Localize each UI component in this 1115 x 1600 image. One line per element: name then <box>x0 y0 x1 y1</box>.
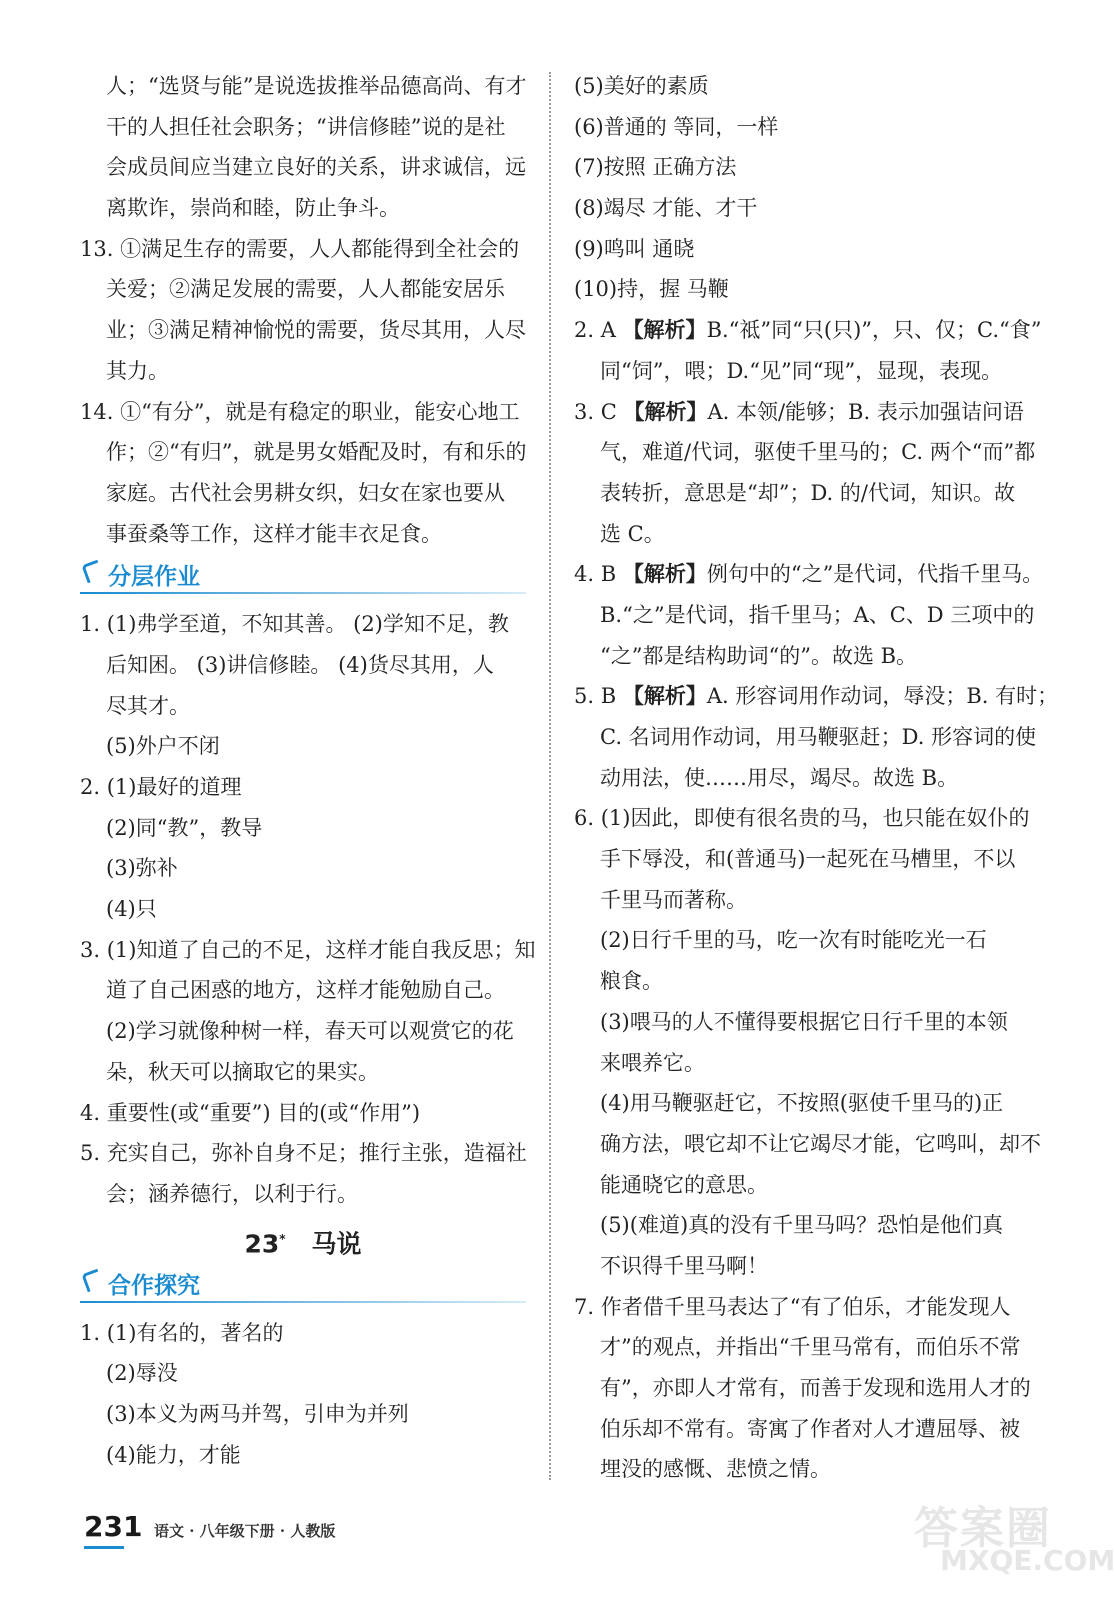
line-text: 表转折，意思是“却”；D. 的/代词，知识。故 <box>600 480 1015 505</box>
text-line <box>574 880 1020 921</box>
section-title: 分层作业 <box>108 564 200 591</box>
text-line <box>80 229 526 270</box>
text-line <box>574 1124 1041 1165</box>
answer-lead: 2. A <box>574 318 623 343</box>
text-line <box>574 351 1020 392</box>
analysis-tag: 【解析】 <box>623 398 708 424</box>
text-line <box>80 269 526 310</box>
line-text: 动用法，使……用尽，竭尽。故选 B。 <box>600 765 959 790</box>
line-text: 关爱；②满足发展的需要，人人都能安居乐 <box>106 277 505 302</box>
text-line <box>80 767 526 808</box>
text-line <box>80 1093 526 1134</box>
line-text: (4)用马鞭驱赶它，不按照(驱使千里马的)正 <box>600 1091 1004 1116</box>
line-text: 1. (1)有名的，著名的 <box>80 1320 284 1345</box>
text-line <box>80 66 526 107</box>
text-line <box>80 726 526 767</box>
watermark-bottom-text: MXQE.COM <box>940 1544 1115 1577</box>
line-text: 作；②“有归”，就是男女婚配及时，有和乐的 <box>106 440 527 465</box>
line-text: 确方法，喂它却不让它竭尽才能，它鸣叫，却不 <box>600 1131 1041 1156</box>
section-header <box>80 1263 526 1313</box>
text-line <box>574 717 1037 758</box>
line-text: (6)普通的 等同，一样 <box>574 114 779 139</box>
text-line <box>80 392 526 433</box>
analysis-tag: 【解析】 <box>622 317 707 343</box>
text-line <box>574 920 1020 961</box>
line-text: 同“饲”，喂；D.“见”同“现”，显现，表现。 <box>600 358 1003 383</box>
text-line <box>574 1002 1020 1043</box>
line-text: 6. (1)因此，即使有很名贵的马，也只能在奴仆的 <box>574 806 1030 831</box>
left-column <box>80 66 536 1475</box>
line-text: 会成员间应当建立良好的关系，讲求诚信，远 <box>106 155 526 180</box>
text-line <box>574 473 1020 514</box>
line-text: B.“祗”同“只(只)”，只、仅；C.“食” <box>706 318 1042 343</box>
text-line <box>80 310 526 351</box>
line-text: “之”都是结构助词“的”。故选 B。 <box>600 643 918 668</box>
watermark-top-text: 答案圈 <box>914 1503 1052 1554</box>
text-line <box>80 1174 526 1215</box>
answer-lead: 4. B <box>574 562 623 587</box>
text-line <box>574 554 1044 595</box>
line-text: (9)鸣叫 通晓 <box>574 236 695 261</box>
line-text: 才”的观点，并指出“千里马常有，而伯乐不常 <box>600 1335 1021 1360</box>
text-line <box>574 839 1020 880</box>
text-line <box>80 1313 526 1354</box>
line-text: A. 本领/能够；B. 表示加强诘问语 <box>707 399 1024 424</box>
line-text: 5. 充实自己，弥补自身不足；推行主张，造福社 <box>80 1141 527 1166</box>
line-text: 朵，秋天可以摘取它的果实。 <box>106 1059 379 1084</box>
section-marker-icon <box>81 1268 103 1292</box>
line-text: (5)(难道)真的没有千里马吗？恐怕是他们真 <box>600 1213 1004 1238</box>
line-text: 例句中的“之”是代词，代指千里马。 <box>706 562 1044 587</box>
section-header <box>80 554 526 604</box>
line-text: B.“之”是代词，指千里马；A、C、D 三项中的 <box>600 602 1035 627</box>
line-text: (2)同“教”，教导 <box>106 815 263 840</box>
line-text: 手下辱没，和(普通马)一起死在马槽里，不以 <box>600 847 1016 872</box>
text-line <box>574 676 1059 717</box>
line-text: 尽其才。 <box>106 693 190 718</box>
page-number: 231 <box>84 1510 143 1543</box>
text-line <box>80 1353 526 1394</box>
line-text: 不识得千里马啊！ <box>600 1253 768 1278</box>
text-line <box>80 1011 526 1052</box>
text-line <box>574 1409 1020 1450</box>
text-line <box>574 1165 1020 1206</box>
line-text: 业；③满足精神愉悦的需要，货尽其用，人尽 <box>106 318 526 343</box>
line-text: C. 名词用作动词，用马鞭驱赶；D. 形容词的使 <box>600 725 1037 749</box>
text-line <box>80 604 526 645</box>
line-text: (4)只 <box>106 897 157 922</box>
text-line <box>574 188 1020 229</box>
text-line <box>80 970 526 1011</box>
text-line <box>574 310 1042 351</box>
analysis-tag: 【解析】 <box>622 683 707 709</box>
text-line <box>574 432 1036 473</box>
line-text: 选 C。 <box>600 521 665 546</box>
answer-lead: 3. C <box>574 399 624 424</box>
text-line <box>80 889 526 930</box>
line-text: 14. ①“有分”，就是有稳定的职业，能安心地工 <box>80 399 520 424</box>
line-text: (2)学习就像种树一样，春天可以观赏它的花 <box>106 1019 514 1044</box>
line-text: (2)辱没 <box>106 1361 178 1386</box>
text-line <box>574 1327 1020 1368</box>
text-line <box>80 473 526 514</box>
line-text: (5)美好的素质 <box>574 74 709 98</box>
text-line <box>574 636 1020 677</box>
text-line <box>80 848 526 889</box>
lesson-number: 23 <box>244 1228 280 1258</box>
line-text: 2. (1)最好的道理 <box>80 775 242 799</box>
lesson-heading <box>80 1215 526 1263</box>
line-text: 能通晓它的意思。 <box>600 1172 768 1197</box>
text-line <box>574 1287 1020 1328</box>
text-line <box>574 758 1020 799</box>
text-line <box>574 1246 1020 1287</box>
lesson-star-mark: * <box>279 1231 286 1246</box>
text-line <box>80 147 526 188</box>
lesson-title: 马说 <box>311 1228 362 1258</box>
page-number-underline <box>84 1546 124 1549</box>
line-text: 气，难道/代词，驱使千里马的；C. 两个“而”都 <box>600 440 1036 465</box>
line-text: 离欺诈，崇尚和睦，防止争斗。 <box>106 196 400 221</box>
line-text: 千里马而著称。 <box>600 887 747 912</box>
text-line <box>574 1368 1031 1409</box>
text-line <box>80 930 536 971</box>
line-text: 干的人担任社会职务；“讲信修睦”说的是社 <box>106 114 506 139</box>
line-text: 1. (1)弗学至道，不知其善。 (2)学知不足，教 <box>80 612 509 637</box>
line-text: 13. ①满足生存的需要，人人都能得到全社会的 <box>80 236 520 261</box>
text-line <box>80 1394 526 1435</box>
text-line <box>80 514 526 555</box>
text-line <box>80 188 526 229</box>
text-line <box>574 595 1035 636</box>
text-line <box>80 432 526 473</box>
text-line <box>80 351 526 392</box>
line-text: 来喂养它。 <box>600 1050 705 1075</box>
line-text: 7. 作者借千里马表达了“有了伯乐，才能发现人 <box>574 1294 1011 1319</box>
analysis-tag: 【解析】 <box>622 561 707 587</box>
line-text: 4. 重要性(或“重要”) 目的(或“作用”) <box>80 1100 421 1125</box>
line-text: 道了自己困惑的地方，这样才能勉励自己。 <box>106 978 505 1003</box>
line-text: 会；涵养德行，以利于行。 <box>106 1181 358 1206</box>
text-line <box>80 1133 526 1174</box>
line-text: 3. (1)知道了自己的不足，这样才能自我反思；知 <box>80 937 536 962</box>
text-line <box>80 1052 526 1093</box>
text-line <box>80 645 526 686</box>
line-text: (3)本义为两马并驾，引申为并列 <box>106 1401 409 1426</box>
right-column <box>574 66 1059 1490</box>
text-line <box>574 107 1020 148</box>
line-text: 事蚕桑等工作，这样才能丰衣足食。 <box>106 521 442 546</box>
text-line <box>80 1435 526 1476</box>
text-line <box>574 1043 1020 1084</box>
line-text: (3)喂马的人不懂得要根据它日行千里的本领 <box>600 1009 1008 1034</box>
text-line <box>574 1083 1020 1124</box>
line-text: 人；“选贤与能”是说选拔推举品德高尚、有才 <box>106 74 527 98</box>
column-divider <box>549 72 551 1480</box>
text-line <box>574 514 1020 555</box>
line-text: 家庭。古代社会男耕女织，妇女在家也要从 <box>106 480 505 505</box>
text-line <box>574 798 1030 839</box>
line-text: 伯乐却不常有。寄寓了作者对人才遭屈辱、被 <box>600 1416 1020 1441</box>
text-line <box>574 229 1020 270</box>
line-text: (8)竭尽 才能、才干 <box>574 196 758 221</box>
line-text: (2)日行千里的马，吃一次有时能吃光一石 <box>600 928 987 953</box>
line-text: 其力。 <box>106 358 169 383</box>
text-line <box>574 961 1020 1002</box>
answer-lead: 5. B <box>574 684 623 709</box>
line-text: (10)持，握 马鞭 <box>574 277 729 302</box>
text-line <box>80 808 526 849</box>
section-underline <box>80 592 526 594</box>
section-underline <box>80 1301 526 1303</box>
text-line <box>574 1449 1020 1490</box>
text-line <box>574 147 1020 188</box>
text-line <box>80 107 526 148</box>
line-text: (5)外户不闭 <box>106 734 220 759</box>
line-text: (4)能力，才能 <box>106 1442 241 1467</box>
watermark-logo <box>904 1492 1115 1582</box>
line-text: 后知困。 (3)讲信修睦。 (4)货尽其用，人 <box>106 652 494 677</box>
book-title: 语文 · 八年级下册 · 人教版 <box>154 1522 336 1540</box>
line-text: A. 形容词用作动词，辱没；B. 有时； <box>706 684 1059 709</box>
text-line <box>80 686 526 727</box>
section-marker-icon <box>81 560 103 584</box>
text-line <box>574 269 1020 310</box>
text-line <box>574 1205 1020 1246</box>
section-title: 合作探究 <box>108 1272 200 1299</box>
text-line <box>574 392 1024 433</box>
line-text: 有”，亦即人才常有，而善于发现和选用人才的 <box>600 1376 1031 1400</box>
line-text: 粮食。 <box>600 969 663 994</box>
line-text: (3)弥补 <box>106 856 178 881</box>
line-text: (7)按照 正确方法 <box>574 155 737 180</box>
line-text: 埋没的感慨、悲愤之情。 <box>600 1457 831 1482</box>
text-line <box>574 66 1020 107</box>
